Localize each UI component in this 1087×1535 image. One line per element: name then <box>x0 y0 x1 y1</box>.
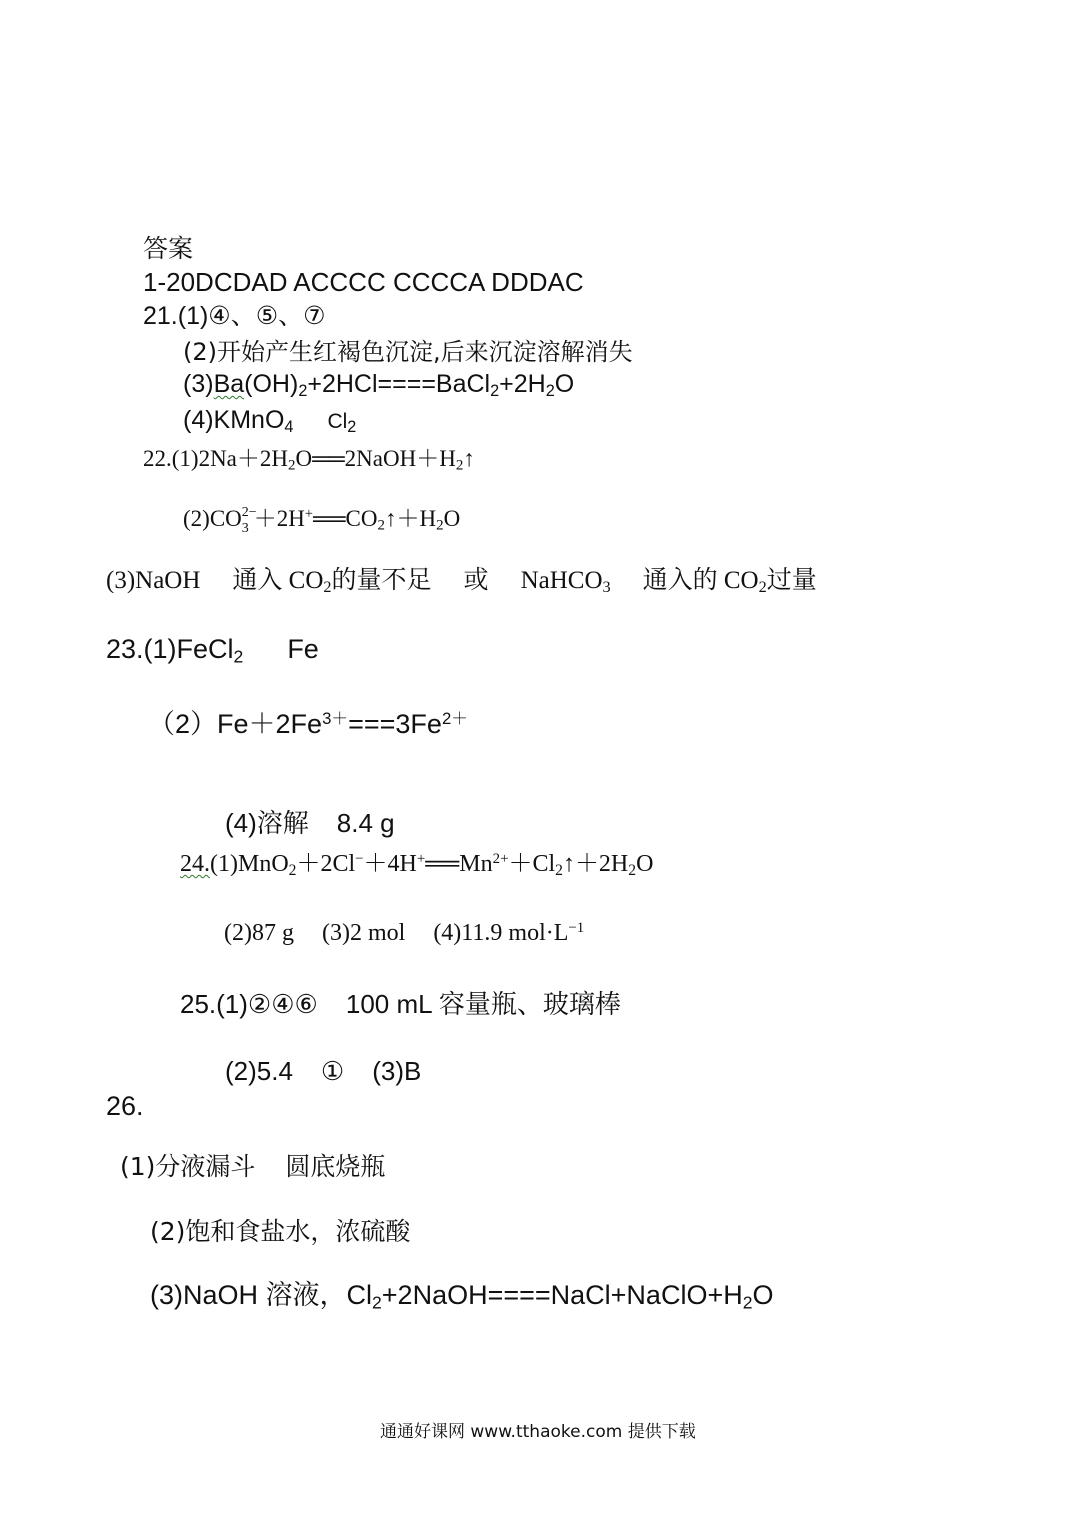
q23-part4: (4)溶解 8.4 g <box>225 808 395 838</box>
q21-part2: (2)开始产生红褐色沉淀,后来沉淀溶解消失 <box>183 338 633 366</box>
footer-source: 通通好课网 www.tthaoke.com 提供下载 <box>380 1422 696 1442</box>
q24-part2: (2)87 g (3)2 mol (4)11.9 $mol\cdot L^{-1}$ <box>224 920 585 947</box>
answer-title: 答案 <box>143 234 194 263</box>
q21-part1: 21.(1)④、⑤、⑦ <box>143 302 326 330</box>
q23-part1: 23.(1)FeCl$_2$ Fe <box>106 634 319 667</box>
q24-part1: $24.(1)MnO_2+2Cl^-+4H^+══Mn^{2+}+Cl_2↑+2H_2O$ <box>180 851 654 880</box>
q23-part2: $(2)Fe+2Fe^{3+}===3Fe^{2+}$ <box>148 709 468 740</box>
multiple-choice-answers: 1-20DCDAD ACCCC CCCCA DDDAC <box>143 267 584 297</box>
q25-part2: (2)5.4 ① (3)B <box>225 1056 422 1086</box>
q26-part1: (1)分液漏斗 圆底烧瓶 <box>120 1152 386 1181</box>
q21-part3: $(3)Ba(OH)_2+2HCl====BaCl_2+2H_2O$ <box>183 370 575 401</box>
q22-part2: (2)CO 2− 3 $+2H^+══CO_2↑+H_2O$ <box>183 505 461 536</box>
q22-part1: $22.(1)2Na+2H_2O══2NaOH+H_2↑$ <box>143 446 475 474</box>
q21-part4: (4)KMnO$_4$ $Cl_2$ <box>183 406 357 437</box>
q25-part1: 25.(1)②④⑥ 100 mL 容量瓶、玻璃棒 <box>180 989 621 1019</box>
q26-part2: (2)饱和食盐水，浓硫酸 <box>150 1217 411 1246</box>
q22-part3: (3)NaOH 通入 $CO_2$的量不足 或 NaHCO$_3$ 通入的 $CO_2$过量 <box>106 567 817 597</box>
q26-part3: (3)NaOH 溶液，$Cl_2+2NaOH====NaCl+NaClO+H_2O$ <box>150 1280 774 1313</box>
q26-label: 26. <box>106 1091 144 1121</box>
